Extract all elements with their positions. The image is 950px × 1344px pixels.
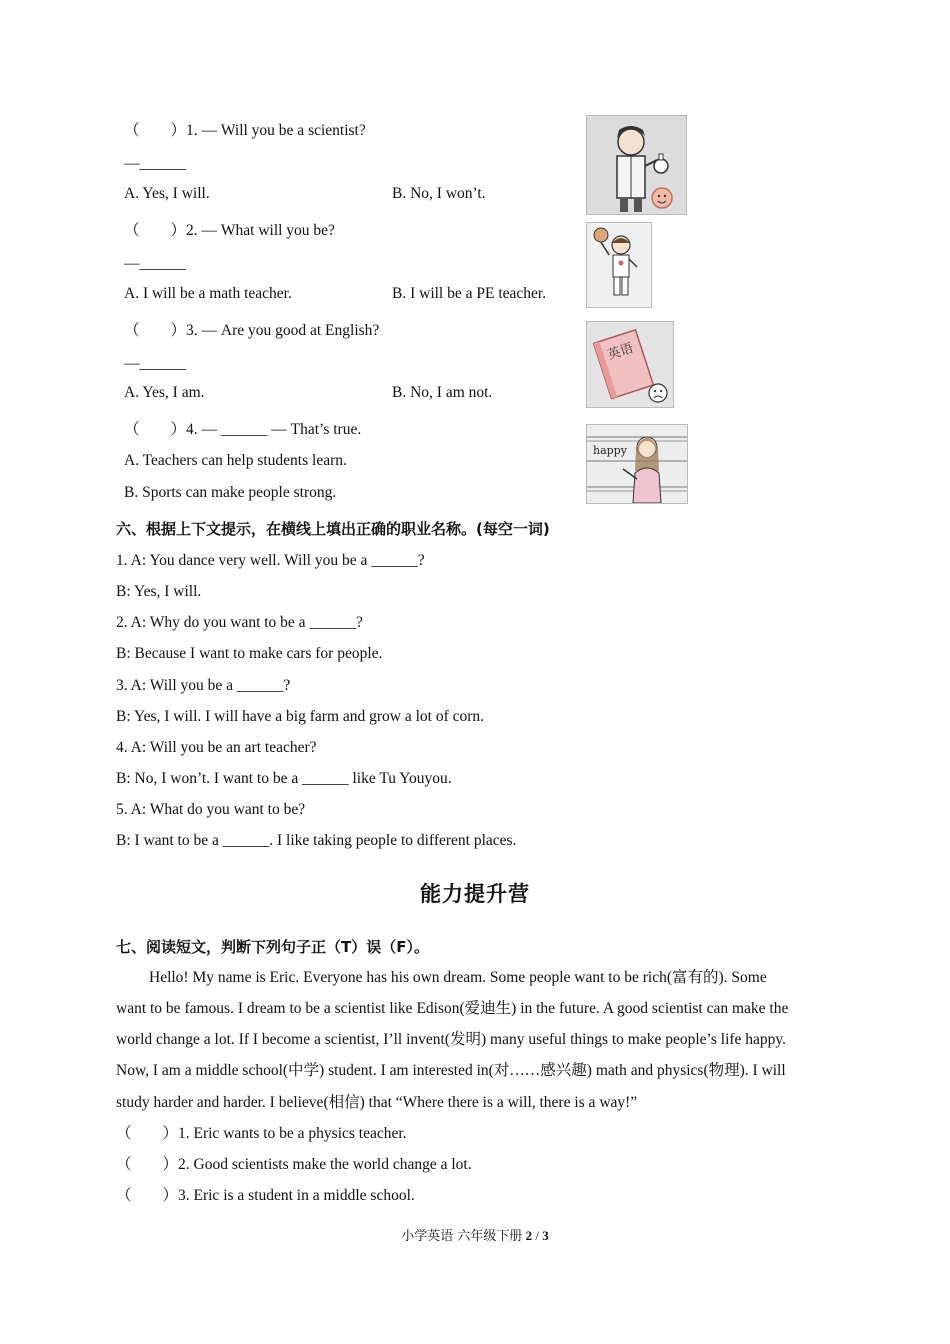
- q2-option-a: A. I will be a math teacher.: [124, 285, 292, 302]
- pe-teacher-image: [586, 222, 652, 308]
- section6-line-5: 3. A: Will you be a ______?: [116, 677, 291, 694]
- footer-page-number: 2: [525, 1228, 533, 1243]
- page-footer: [0, 1226, 950, 1247]
- passage-line-5: study harder and harder. I believe(相信) that “Where there is a will, there is a way!”: [116, 1094, 638, 1111]
- tf-question-2: （ ）2. Good scientists make the world change a lot.: [116, 1156, 472, 1173]
- section7-heading: 七、阅读短文，判断下列句子正（T）误（F）。: [116, 938, 429, 956]
- q2-stem: （ ）2. — What will you be?: [124, 222, 335, 239]
- passage-line-1: Hello! My name is Eric. Everyone has his own dream. Some people want to be rich(富有的). Some: [149, 969, 767, 986]
- board-word: happy: [593, 444, 627, 457]
- q3-blank: —______: [124, 355, 186, 372]
- q1-option-a: A. Yes, I will.: [124, 185, 210, 202]
- english-book-image: [586, 321, 674, 408]
- section6-line-4: B: Because I want to make cars for people.: [116, 645, 383, 662]
- q3-option-a: A. Yes, I am.: [124, 384, 205, 401]
- q2-option-b: B. I will be a PE teacher.: [392, 285, 547, 302]
- book-label: 英语: [605, 340, 636, 364]
- passage-line-2: want to be famous. I dream to be a scientist like Edison(爱迪生) in the future. A good scientist can make the: [116, 1000, 789, 1017]
- section6-line-1: 1. A: You dance very well. Will you be a ______?: [116, 552, 425, 569]
- q3-stem: （ ）3. — Are you good at English?: [124, 322, 380, 339]
- section6-heading: 六、根据上下文提示，在横线上填出正确的职业名称。(每空一词): [116, 520, 550, 538]
- scientist-image: [586, 115, 687, 215]
- footer-separator: /: [535, 1228, 539, 1243]
- section6-line-2: B: Yes, I will.: [116, 583, 202, 600]
- tf-question-1: （ ）1. Eric wants to be a physics teacher.: [116, 1125, 407, 1142]
- section6-line-3: 2. A: Why do you want to be a ______?: [116, 614, 363, 631]
- teacher-image: [586, 424, 688, 504]
- q4-option-b: B. Sports can make people strong.: [124, 484, 337, 501]
- footer-page-total: 3: [542, 1228, 549, 1243]
- section6-line-10: B: I want to be a ______. I like taking people to different places.: [116, 832, 517, 849]
- passage-line-4: Now, I am a middle school(中学) student. I am interested in(对……感兴趣) math and physics(物理). I will: [116, 1062, 786, 1079]
- section6-line-7: 4. A: Will you be an art teacher?: [116, 739, 317, 756]
- q1-option-b: B. No, I won’t.: [392, 185, 486, 202]
- q1-blank: —______: [124, 155, 186, 172]
- q3-option-b: B. No, I am not.: [392, 384, 493, 401]
- q1-stem: （ ）1. — Will you be a scientist?: [124, 122, 366, 139]
- q4-stem: （ ）4. — ______ — That’s true.: [124, 421, 362, 438]
- passage-line-3: world change a lot. If I become a scientist, I’ll invent(发明) many useful things to make people’s life happy.: [116, 1031, 787, 1048]
- section6-line-8: B: No, I won’t. I want to be a ______ like Tu Youyou.: [116, 770, 452, 787]
- footer-label: 小学英语 六年级下册: [401, 1229, 523, 1244]
- section6-line-6: B: Yes, I will. I will have a big farm and grow a lot of corn.: [116, 708, 485, 725]
- q4-option-a: A. Teachers can help students learn.: [124, 452, 347, 469]
- section6-line-9: 5. A: What do you want to be?: [116, 801, 306, 818]
- q2-blank: —______: [124, 255, 186, 272]
- tf-question-3: （ ）3. Eric is a student in a middle school.: [116, 1187, 415, 1204]
- section-title: 能力提升营: [420, 882, 530, 906]
